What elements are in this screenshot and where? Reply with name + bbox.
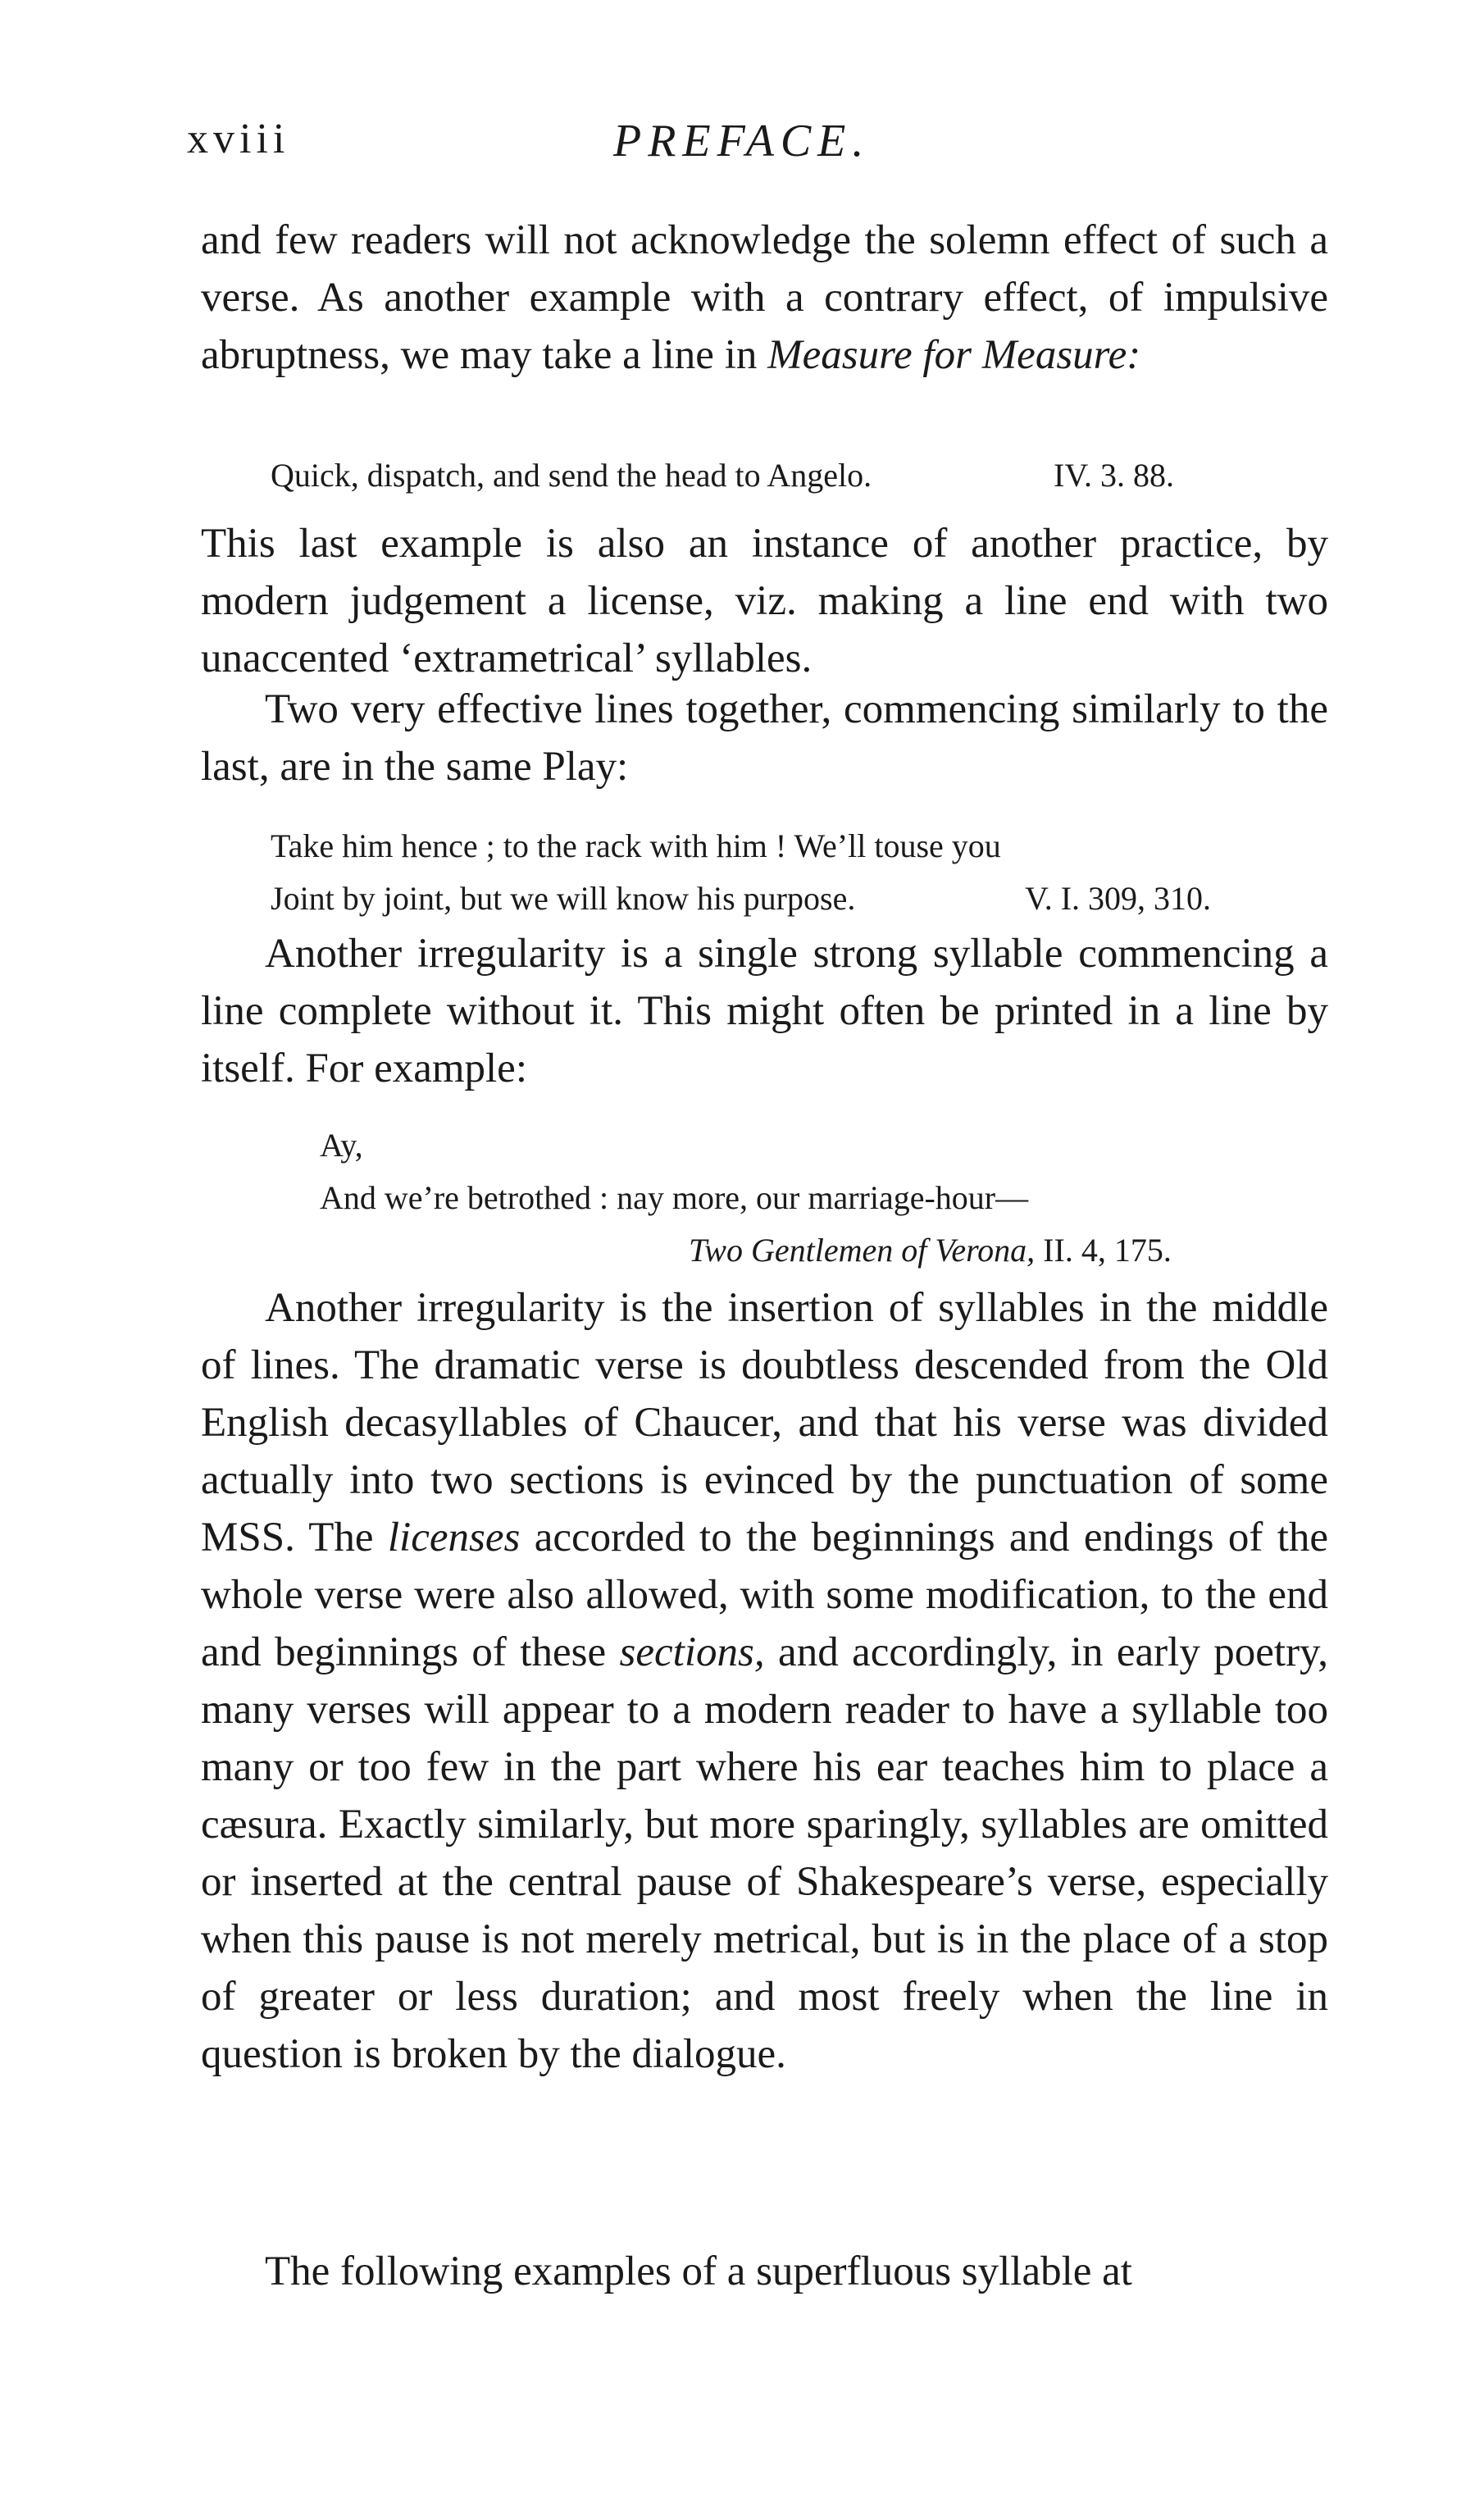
- paragraph-1: [201, 212, 1328, 384]
- quote-2-line-2: Joint by joint, but we will know his purpose.: [271, 880, 856, 917]
- page-number: xviii: [187, 116, 290, 162]
- quote-2-reference: V. I. 309, 310.: [1025, 880, 1212, 917]
- quote-2-line-2-row: [271, 873, 1287, 925]
- sections-emphasis: sections,: [619, 1629, 765, 1675]
- quotation-2: [271, 820, 1287, 925]
- quote-3-citation: [320, 1224, 1304, 1277]
- quote-3-line-2: And we’re betrothed : nay more, our marriage-hour—: [320, 1179, 1029, 1216]
- quote-3-line-1: Ay,: [320, 1127, 363, 1164]
- page-header: [187, 115, 1343, 180]
- quote-3-reference: II. 4, 175.: [1043, 1232, 1172, 1269]
- paragraph-5-text-c: and accordingly, in early poetry, many verses will appear to a modern reader to have a syllable too many or too few in the part where his ear teaches him to place a cæsura. Exactly similarly, but more sparingly, syllables are omitted or inserted at the central pause of Shakespeare’s verse, especially when this pause is not merely metrical, but is in the place of a stop of greater or less duration; and most freely when the line in question is broken by the dialogue.: [201, 1629, 1328, 2077]
- paragraph-6: The following examples of a superfluous syllable at: [265, 2249, 1132, 2294]
- quote-1-reference: IV. 3. 88.: [1054, 457, 1175, 494]
- paragraph-3: Two very effective lines together, commencing similarly to the last, are in the same Play:: [201, 686, 1328, 790]
- paragraph-1-text: and few readers will not acknowledge the solemn effect of such a verse. As another example with a contrary effect, of impulsive abruptness, we may take a line in: [201, 217, 1328, 378]
- quotation-1: [271, 449, 1279, 502]
- quote-3-source: Two Gentlemen of Verona,: [689, 1232, 1036, 1269]
- running-title: PREFACE.: [613, 116, 871, 166]
- quote-2-line-1: Take him hence ; to the rack with him ! We’ll touse you: [271, 827, 1001, 864]
- play-title-measure: Measure for Measure:: [767, 332, 1141, 378]
- quote-1-line: Quick, dispatch, and send the head to Angelo.: [271, 457, 872, 494]
- quotation-3: [320, 1119, 1304, 1277]
- paragraph-2: This last example is also an instance of another practice, by modern judgement a license, viz. making a line end with two unaccented ‘extrametrical’ syllables.: [201, 521, 1328, 681]
- paragraph-4: Another irregularity is a single strong syllable commencing a line complete without it. This might often be printed in a line by itself. For example:: [201, 931, 1328, 1091]
- licenses-emphasis: licenses: [387, 1515, 521, 1561]
- paragraph-5-text-a: Another irregularity is the insertion of syllables in the middle of lines. The dramatic verse is doubtless descended from the Old English decasyllables of Chaucer, and that his verse was divided actually into two sections is evinced by the punctuation of some MSS. The: [201, 1285, 1328, 1561]
- paragraph-5-text-b: accorded to the beginnings and endings of the whole verse were also allowed, with some modification, to the end and beginnings of these: [201, 1515, 1328, 1675]
- paragraph-5: [201, 1279, 1328, 2083]
